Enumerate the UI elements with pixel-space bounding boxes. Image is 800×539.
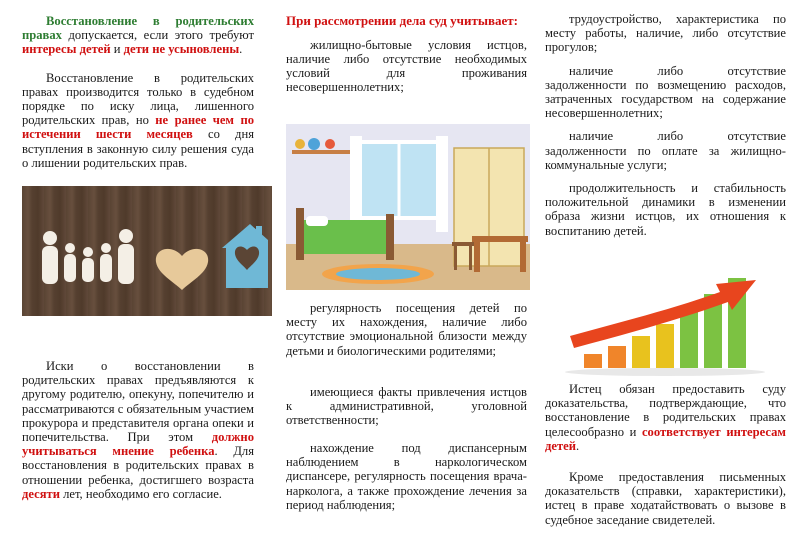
intro-paragraph: Восстановление в родительских правах допускается, если этого требуют интересы детей и дети не усыновлены. [22, 14, 254, 57]
claims-paragraph: Иски о восстановлении в родительских правах предъявляются к другому родителю, опекуну, попечителю и рассматриваются с обязательным участием прокурора и представителя органа опеки и попечительства. При этом должно учитываться мнение ребенка. Для восстановления в родительских правах в отношении ребенка, достигшего возраста десяти лет, необходимо его согласие. [22, 359, 255, 501]
criterion-dispensary: нахождение под диспансерным наблюдением в наркологическом диспансере, регулярность посещения врача-нарколога, а также прохождение лечения за период наблюдения; [286, 441, 527, 512]
growth-bar [608, 346, 626, 368]
criterion-visits: регулярность посещения детей по месту их нахождения, наличие либо отсутствие эмоциональной близости между детьми и биологическими родителями; [286, 301, 527, 358]
growth-bar [584, 354, 602, 368]
court-considers-heading: При рассмотрении дела суд учитывает: [286, 13, 518, 28]
growth-bar [656, 324, 674, 368]
criterion-liability: имеющиеся факты привлечения истцов к административной, уголовной ответственности; [286, 385, 527, 428]
criterion-state-costs: наличие либо отсутствие задолженности по возмещению расходов, затраченных государством на содержание несовершеннолетних; [545, 63, 786, 121]
evidence-paragraph: Истец обязан предоставить суду доказательства, подтверждающие, что восстановление в родительских правах целесообразно и соответствует интересам детей. [545, 382, 786, 453]
witnesses-paragraph: Кроме предоставления письменных доказательств (справки, характеристики), истец в праве ходатайствовать о вызове в судебное заседание свидетелей. [545, 470, 786, 527]
age-ten: десяти [22, 486, 60, 501]
six-months-term: не ранее чем по истечении шести месяцев [22, 113, 254, 142]
matches-children-interests: соответствует интересам детей [545, 424, 786, 453]
criterion-utility-debt: наличие либо отсутствие задолженности по оплате за жилищно-коммунальные услуги; [545, 129, 786, 172]
restoration-term: Восстановление в родительских правах [22, 14, 254, 43]
criterion-employment: трудоустройство, характеристика по месту работы, наличие, либо отсутствие прогулов; [545, 12, 786, 55]
child-opinion: должно учитываться мнение ребенка [22, 430, 254, 459]
children-room-illustration [286, 124, 530, 290]
growth-bar [680, 310, 698, 368]
procedure-paragraph: Восстановление в родительских правах производится только в судебном порядке по иску лица, лишенного родительских прав, но не ранее чем по истечении шести месяцев со дня вступления в законную силу решения суда о лишении родительских прав. [22, 70, 254, 170]
growth-bar [632, 336, 650, 368]
criterion-positive-dynamics: продолжительность и стабильность положительной динамики в изменении образа жизни истцов, их отношения к воспитанию детей. [545, 181, 786, 238]
family-cutout-photo [22, 186, 272, 316]
criterion-housing: жилищно-бытовые условия истцов, наличие либо отсутствие необходимых условий для проживания несовершеннолетних; [286, 37, 527, 95]
growth-chart-illustration [560, 270, 770, 376]
children-not-adopted: дети не усыновлены [123, 42, 240, 57]
children-interests: интересы детей [22, 42, 111, 57]
